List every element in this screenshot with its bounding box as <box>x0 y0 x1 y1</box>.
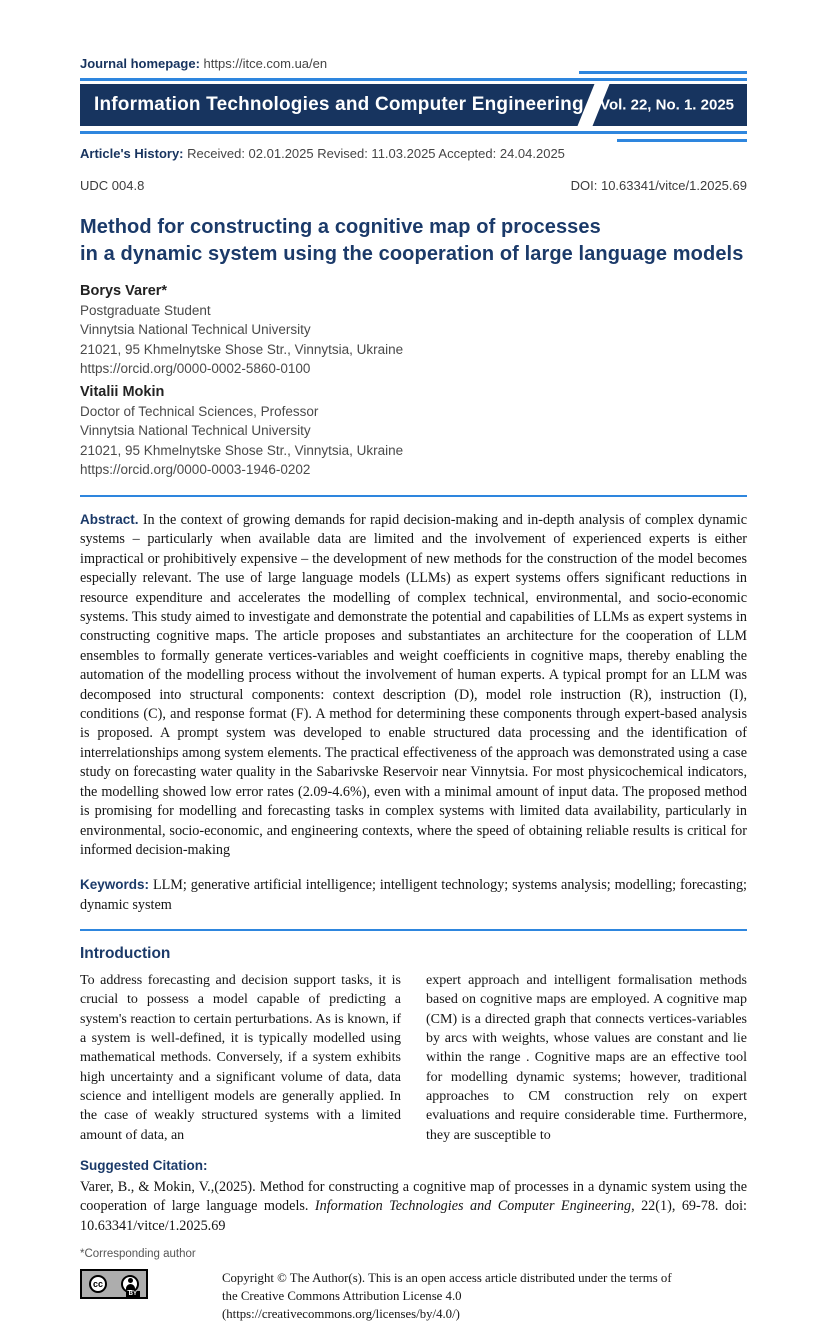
keywords-label: Keywords: <box>80 877 150 893</box>
citation-after: , 22(1), 69-78. doi: 10.63341/vitce/1.2025.69 <box>80 1198 747 1234</box>
introduction-columns <box>80 971 747 1145</box>
journal-homepage-label: Journal homepage: <box>80 56 200 71</box>
article-title-line2: in a dynamic system using the cooperation of large language models <box>80 243 744 265</box>
license-row <box>80 1269 747 1323</box>
author-role: Postgraduate Student <box>80 302 211 318</box>
header-top-rules <box>80 78 747 81</box>
copyright-license-text: Copyright © The Author(s). This is an open access article distributed under the terms of the Creative Commons Attribution License 4.0 (https://creativecommons.org/licenses/by/4.0/) <box>222 1271 672 1322</box>
journal-homepage-link[interactable]: https://itce.com.ua/en <box>203 56 328 71</box>
keywords-text: LLM; generative artificial intelligence; intelligent technology; systems analysis; modelling; forecasting; dynamic system <box>80 877 747 913</box>
introduction-right-column: expert approach and intelligent formalisation methods based on cognitive maps are employed. A cognitive map (CM) is a directed graph that connects vertices-variables by arcs with weights, whose values are constant and lie within the range . Cognitive maps are an effective tool for modelling dynamic systems; however, traditional approaches to CM construction rely on expert evaluations and require considerable time. Furthermore, they are susceptible to <box>426 973 747 1143</box>
abstract-text: In the context of growing demands for rapid decision-making and in-depth analysis of complex dynamic systems – particularly when available data are limited and the involvement of experienced experts is either impractical or prohibitively expensive – the development of new methods for the construction of the model becomes especially relevant. The use of large language models (LLMs) as expert systems offers significant reductions in resource expenditure and accelerates the modelling of complex technical, environmental, and socio-economic systems. This study aimed to investigate and demonstrate the potential and capabilities of LLMs as expert systems in constructing cognitive maps. The article proposes and substantiates an architecture for the cooperation of LLM ensembles to formally generate vertices-variables and weight coefficients in cognitive maps, thereby enabling the automation of the modelling process without the involvement of human experts. A typical prompt for an LLM was decomposed into structural components: context description (D), model role instruction (R), instruction (I), conditions (C), and response format (F). A method for determining these components through expert-based analysis is proposed. A prompt system was developed to enable structured data processing and the identification of interrelationships among system elements. The practical effectiveness of the approach was demonstrated using a case study on forecasting water quality in the Sabarivske Reservoir near Vinnytsia. For most physicochemical indicators, the modelling showed low error rates (2.09-4.6%), even with a minimal amount of input data. The proposed method is promising for modelling and forecasting tasks in complex systems with limited data availability, particularly in environmental, socio-economic, and engineering contexts, where the speed of obtaining reliable results is critical for informed decision-making <box>80 512 747 858</box>
by-label: BY <box>126 1291 140 1298</box>
author-role: Doctor of Technical Sciences, Professor <box>80 403 319 419</box>
volume-issue-label: Vol. 22, No. 1. 2025 <box>600 96 734 114</box>
abstract-paragraph <box>80 510 747 860</box>
introduction-heading: Introduction <box>80 945 171 963</box>
person-glyph <box>126 1278 135 1290</box>
header-bottom-rules <box>80 131 747 134</box>
author-name: Vitalii Mokin <box>80 384 165 400</box>
bottom-right-accent-rule <box>617 139 747 142</box>
journal-name: Information Technologies and Computer Engineering <box>94 94 584 115</box>
bottom-full-rule <box>80 131 747 134</box>
article-title <box>80 214 747 268</box>
journal-homepage-row <box>80 56 747 71</box>
article-history-label: Article's History: <box>80 146 184 161</box>
introduction-divider-rule <box>80 929 747 931</box>
abstract-label: Abstract. <box>80 512 139 527</box>
suggested-citation-heading: Suggested Citation: <box>80 1157 208 1173</box>
top-full-rule <box>80 78 747 81</box>
doi-code[interactable]: DOI: 10.63341/vitce/1.2025.69 <box>570 178 747 193</box>
author-address: 21021, 95 Khmelnytske Shose Str., Vinnytsia, Ukraine <box>80 442 404 458</box>
journal-banner <box>80 84 747 126</box>
introduction-left-column: To address forecasting and decision support tasks, it is crucial to possess a model capable of predicting a system's reaction to certain perturbations. As is known, if a system is well-defined, it is typically modelled using mathematical methods. Conversely, if a system exhibits high uncertainty and a significant volume of data, data science and intelligent models are generally applied. In the case of weakly structured systems with a limited amount of data, an <box>80 973 401 1143</box>
authors-block <box>80 283 747 478</box>
keywords-paragraph <box>80 875 747 915</box>
top-right-accent-rule <box>579 71 747 74</box>
corresponding-author-note: *Corresponding author <box>80 1248 196 1261</box>
author-affiliation: Vinnytsia National Technical University <box>80 423 311 438</box>
cc-by-license-badge[interactable] <box>80 1269 148 1299</box>
udc-code: UDC 004.8 <box>80 178 145 193</box>
author-orcid-link[interactable]: https://orcid.org/0000-0003-1946-0202 <box>80 462 311 477</box>
citation-journal-italic: Information Technologies and Computer Engineering <box>314 1198 632 1215</box>
meta-row <box>80 178 747 193</box>
abstract-divider-rule <box>80 495 747 497</box>
citation-before: Varer, B., & Mokin, V.,(2025). Method for constructing a cognitive map of processes in a dynamic system using the cooperation of large language models. <box>80 1178 747 1215</box>
author-orcid-link[interactable]: https://orcid.org/0000-0002-5860-0100 <box>80 361 311 376</box>
article-history-dates: Received: 02.01.2025 Revised: 11.03.2025 Accepted: 24.04.2025 <box>187 146 565 161</box>
author-affiliation: Vinnytsia National Technical University <box>80 322 311 337</box>
suggested-citation-text <box>80 1178 747 1236</box>
article-history-row <box>80 146 747 161</box>
article-title-line1: Method for constructing a cognitive map of processes <box>80 216 601 238</box>
author-name: Borys Varer* <box>80 283 168 299</box>
author-address: 21021, 95 Khmelnytske Shose Str., Vinnytsia, Ukraine <box>80 341 404 357</box>
cc-icon: cc <box>89 1275 107 1293</box>
